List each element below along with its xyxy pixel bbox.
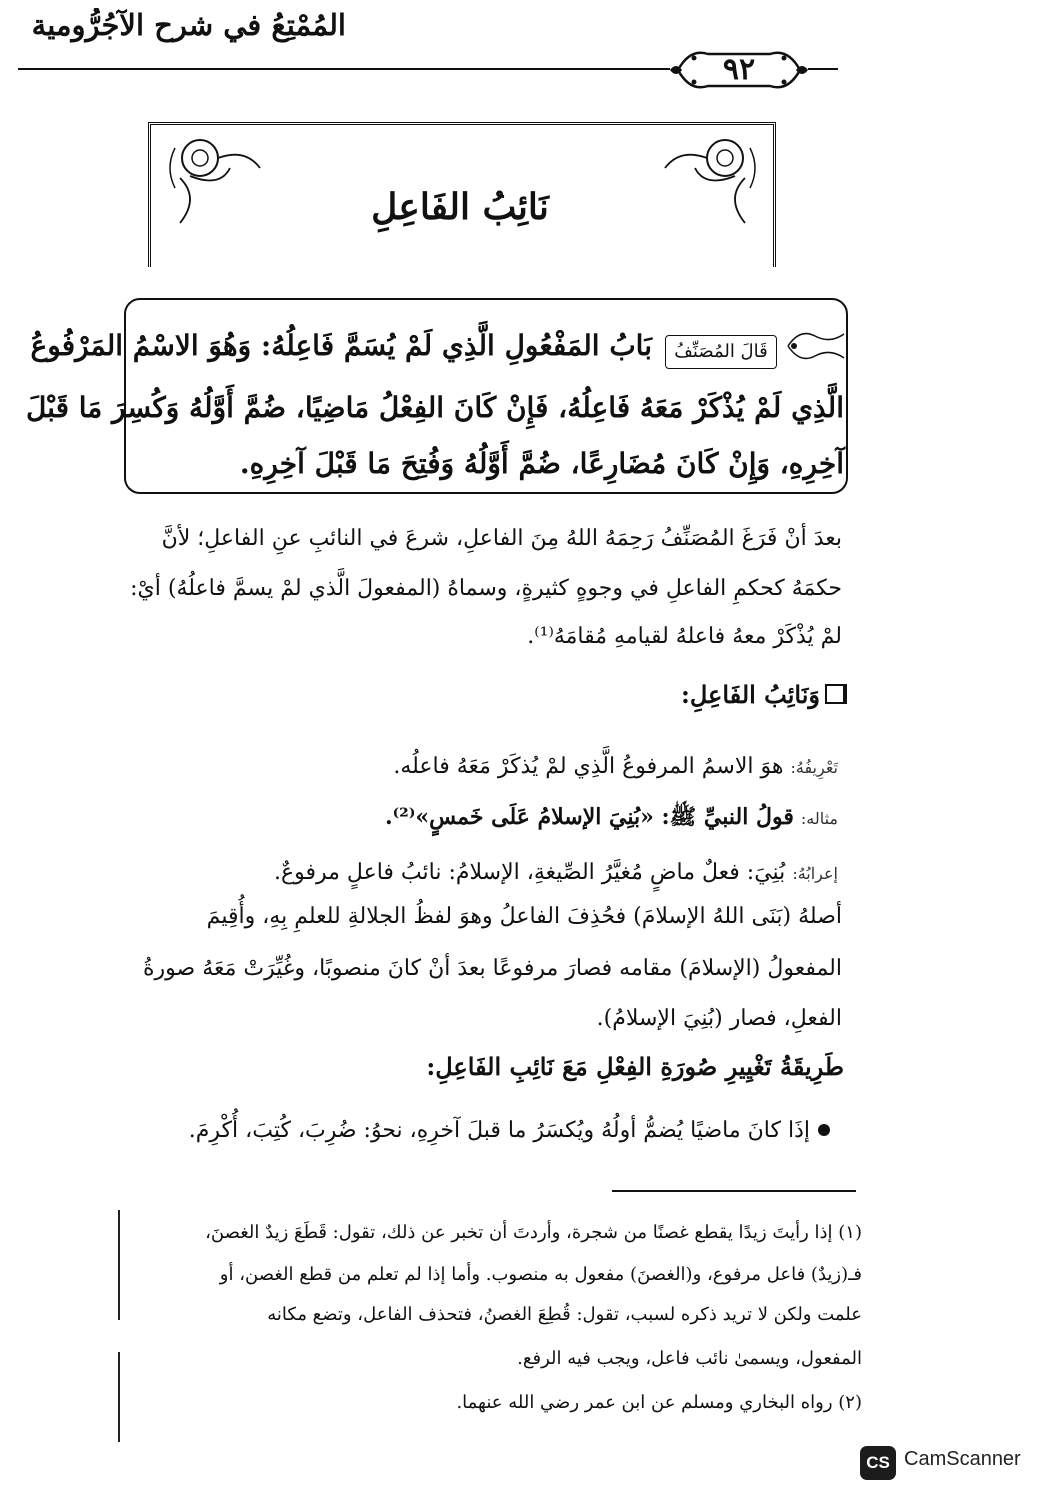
matn-line-3: آخِرِهِ، وَإِنْ كَانَ مُضَارِعًا، ضُمَّ أَوَّلُهُ وَفُتِحَ مَا قَبْلَ آخِرِهِ.: [239, 447, 844, 480]
example-label: مثاله:: [800, 809, 838, 828]
parsing-text: بُنِيَ: فعلٌ ماضٍ مُغيَّرُ الصِّيغةِ، الإسلامُ: نائبُ فاعلٍ مرفوعٌ.: [274, 860, 786, 885]
matn-line-1: بَابُ المَفْعُولِ الَّذِي لَمْ يُسَمَّ فَاعِلُهُ: وَهُوَ الاسْمُ المَرْفُوعُ: [30, 329, 652, 362]
intro-line-3: لمْ يُذْكَرْ معهُ فاعلهُ لقيامهِ مُقامَهُ⁽¹⁾.: [527, 624, 842, 649]
example-text: قولُ النبيِّ ﷺ: «بُنِيَ الإسلامُ عَلَى خَمسٍ»⁽²⁾.: [384, 804, 794, 830]
definition-label: تَعْرِيفُهُ:: [790, 758, 838, 777]
footnote-line-2: فـ(زيدٌ) فاعل مرفوع، و(الغصنَ) مفعول به منصوب. وأما إذا لم تعلم من قطع الغصن، أو: [219, 1264, 862, 1285]
header-rule-right: [808, 68, 838, 70]
matn-bracket-ornament-icon: [780, 318, 850, 374]
chapter-title: نَائِبُ الفَاعِلِ: [371, 186, 549, 228]
footnote-line-3: علمت ولكن لا تريد ذكره لسبب، تقول: قُطِعَ الغصنُ، فتحذف الفاعل، وتضع مكانه: [267, 1304, 862, 1325]
matn-line-2: الَّذِي لَمْ يُذْكَرْ مَعَهُ فَاعِلُهُ، فَإِنْ كَانَ الفِعْلُ مَاضِيًا، ضُمَّ أَوَّلُهُ وَكُسِرَ مَا قَبْلَ: [25, 391, 844, 424]
explanation-line-1: أصلهُ (بَنَى اللهُ الإسلامَ) فحُذِفَ الفاعلُ وهوَ لفظُ الجلالةِ للعلمِ بِهِ، وأُقِيمَ: [206, 904, 842, 929]
parsing-label: إعرابُهُ:: [792, 864, 838, 883]
definition-text: هوَ الاسمُ المرفوعُ الَّذِي لمْ يُذكَرْ مَعَهُ فاعلُه.: [393, 754, 784, 779]
definition-line: [138, 744, 838, 791]
footnote-rule: [612, 1190, 856, 1192]
example-line: [138, 794, 838, 842]
scan-margin-line-left: [118, 1210, 120, 1320]
footnote-line-4: المفعول، ويسمىٰ نائب فاعل، ويجب فيه الرفع.: [517, 1348, 862, 1369]
section-heading-method: طَرِيقَةُ تَغْيِيرِ صُورَةِ الفِعْلِ مَعَ نَائِبِ الفَاعِلِ:: [426, 1052, 844, 1081]
author-label: قَالَ المُصَنِّفُ: [665, 335, 777, 369]
bullet-line: إذَا كانَ ماضيًا يُضمُّ أولُهُ ويُكسَرُ ما قبلَ آخرِهِ، نحوُ: ضُرِبَ، كُتِبَ، أُكْرِمَ.: [188, 1118, 810, 1143]
camscanner-logo-icon: CS: [860, 1446, 896, 1480]
intro-line-1: بعدَ أنْ فَرَغَ المُصَنِّفُ رَحِمَهُ اللهُ مِنَ الفاعلِ، شرعَ في النائبِ عنِ الفاعلِ؛ لأنَّ: [161, 526, 842, 551]
running-title: المُمْتِعُ في شرح الآجُرُّومية: [31, 8, 346, 42]
scan-margin-line-left-lower: [118, 1352, 120, 1442]
intro-line-2: حكمَهُ كحكمِ الفاعلِ في وجوهٍ كثيرةٍ، وسماهُ (المفعولَ الَّذي لمْ يسمَّ فاعلُهُ) أيْ:: [130, 576, 842, 601]
section-marker-icon: [825, 684, 847, 704]
footnote-line-5: (٢) رواه البخاري ومسلم عن ابن عمر رضي الله عنهما.: [456, 1392, 862, 1413]
section-heading-naib: وَنَائِبُ الفَاعِلِ:: [681, 680, 820, 709]
page-number: ٩٢: [722, 52, 756, 87]
explanation-line-3: الفعلِ، فصار (بُنِيَ الإسلامُ).: [596, 1006, 842, 1031]
bullet-icon: [818, 1124, 830, 1136]
camscanner-watermark: CamScanner: [904, 1448, 1021, 1470]
explanation-line-2: المفعولُ (الإسلامَ) مقامه فصارَ مرفوعًا بعدَ أنْ كانَ منصوبًا، وغُيِّرَتْ مَعَهُ صورةُ: [143, 956, 842, 981]
parsing-line: [138, 850, 838, 897]
footnote-line-1: (١) إذا رأيتَ زيدًا يقطع غصنًا من شجرة، وأردتَ أن تخبر عن ذلك، تقول: قَطَعَ زيدٌ الغصنَ،: [205, 1222, 862, 1243]
header-rule-left: [18, 68, 670, 70]
